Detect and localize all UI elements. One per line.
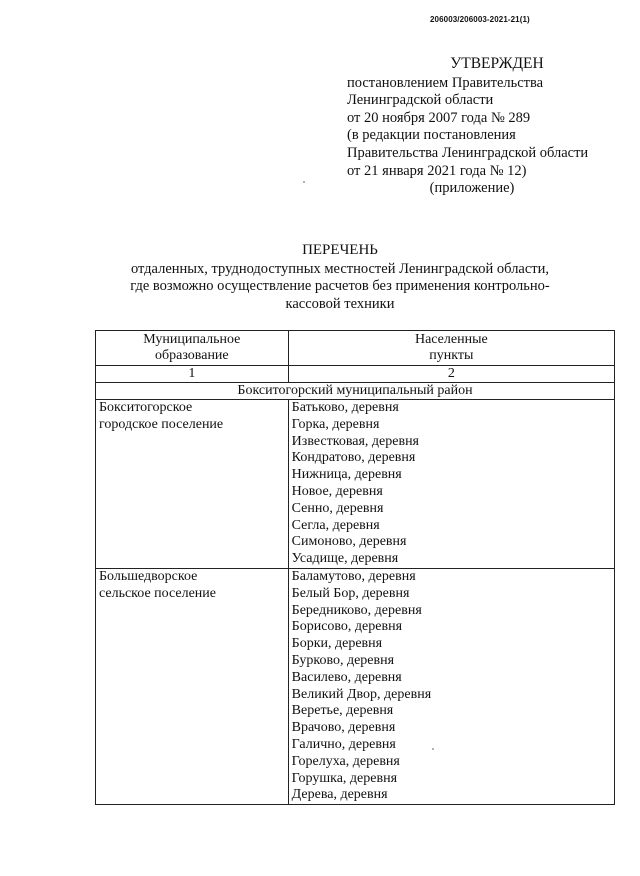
district-name: Бокситогорский муниципальный район: [96, 383, 615, 400]
approval-appendix: (приложение): [429, 180, 515, 197]
list-item: Бурково, деревня: [291, 652, 395, 668]
approval-line: постановлением Правительства: [347, 74, 544, 91]
column-number: 1: [96, 366, 289, 383]
table-header-row: [96, 331, 615, 366]
list-item: Баламутово, деревня: [291, 568, 416, 584]
district-row: [96, 383, 615, 400]
scan-speck: [303, 181, 305, 183]
list-item: Белый Бор, деревня: [291, 585, 410, 601]
table-row: [96, 568, 615, 804]
title-main: ПЕРЕЧЕНЬ: [302, 242, 378, 258]
column-number-row: [96, 366, 615, 383]
list-item: Нижница, деревня: [291, 467, 402, 483]
list-item: Борки, деревня: [291, 636, 383, 652]
column-number: 2: [288, 366, 614, 383]
list-item: Известковая, деревня: [291, 433, 419, 449]
settlement-places: [288, 400, 614, 569]
list-item: Василево, деревня: [291, 669, 402, 685]
approval-line: (в редакции постановления: [347, 127, 516, 144]
approval-line: Ленинградской области: [347, 92, 494, 109]
approval-line: от 21 января 2021 года № 12): [347, 162, 527, 179]
title-line: где возможно осуществление расчетов без применения контрольно-: [130, 278, 550, 294]
approval-block: [347, 55, 637, 198]
settlement-name: Бокситогорское городское поселение: [96, 400, 289, 569]
list-item: Великий Двор, деревня: [291, 686, 432, 702]
approval-line: от 20 ноября 2007 года № 289: [347, 109, 531, 126]
header-settlements: Населенные пункты: [288, 331, 614, 366]
approval-heading: УТВЕРЖДЕН: [450, 55, 544, 72]
list-item: Новое, деревня: [291, 483, 383, 499]
list-item: Веретье, деревня: [291, 703, 394, 719]
settlements-table: [95, 330, 615, 805]
list-item: Сегла, деревня: [291, 517, 380, 533]
document-title: [60, 242, 620, 313]
list-item: Усадище, деревня: [291, 551, 399, 567]
list-item: Галично, деревня: [291, 736, 396, 752]
title-line: кассовой техники: [285, 295, 395, 312]
list-item: Бередниково, деревня: [291, 602, 422, 618]
list-item: Батьково, деревня: [291, 400, 399, 415]
list-item: Горушка, деревня: [291, 770, 398, 786]
list-item: Симоново, деревня: [291, 534, 407, 550]
approval-line: Правительства Ленинградской области: [347, 144, 589, 161]
table-row: [96, 400, 615, 569]
list-item: Горка, деревня: [291, 416, 380, 432]
list-item: Сенно, деревня: [291, 500, 384, 516]
list-item: Дерева, деревня: [291, 787, 388, 803]
settlement-places: [288, 568, 614, 804]
document-id: 206003/206003-2021-21(1): [430, 15, 530, 24]
list-item: Кондратово, деревня: [291, 450, 416, 466]
title-line: отдаленных, труднодоступных местностей Ленинградской области,: [130, 260, 550, 277]
list-item: Борисово, деревня: [291, 619, 403, 635]
scan-speck: [432, 748, 434, 750]
list-item: Врачово, деревня: [291, 720, 396, 736]
list-item: Горелуха, деревня: [291, 753, 400, 769]
header-municipality: Муниципальное образование: [96, 331, 289, 366]
settlement-name: Большедворское сельское поселение: [96, 568, 289, 804]
